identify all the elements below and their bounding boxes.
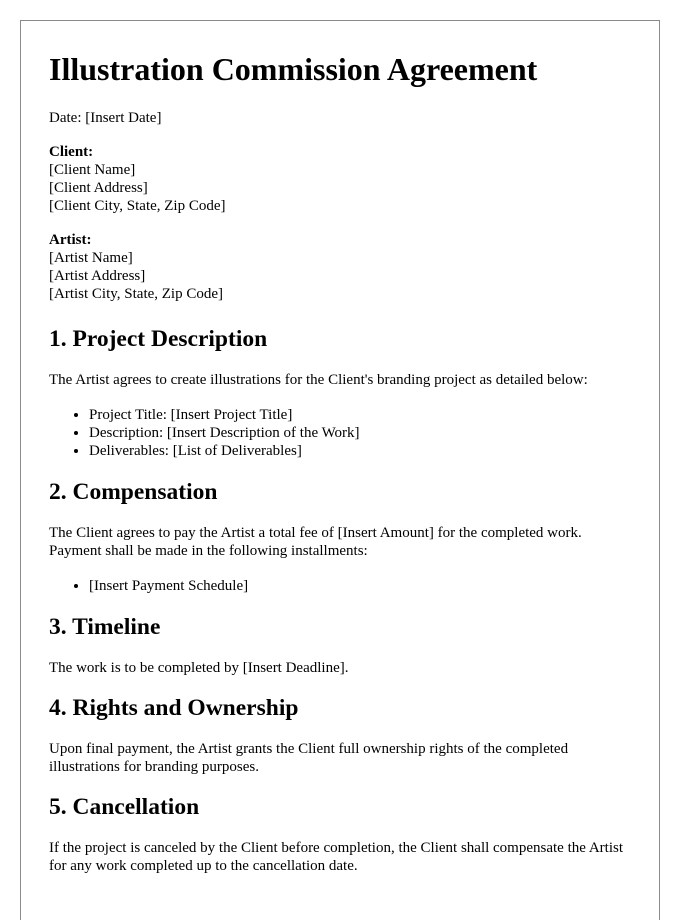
section-heading: 4. Rights and Ownership	[49, 695, 299, 721]
client-block	[49, 143, 631, 215]
artist-name: [Artist Name]	[49, 250, 133, 266]
section-heading: 3. Timeline	[49, 614, 161, 640]
client-name: [Client Name]	[49, 162, 136, 178]
client-label: Client:	[49, 144, 94, 160]
artist-label: Artist:	[49, 232, 92, 248]
section-heading: 1. Project Description	[49, 326, 268, 352]
client-address: [Client Address]	[49, 180, 148, 196]
artist-address: [Artist Address]	[49, 268, 146, 284]
section-paragraph: If the project is canceled by the Client before completion, the Client shall compensate the Artist for any work completed up to the cancellation date.	[49, 840, 623, 874]
payment-schedule-list	[49, 577, 631, 595]
client-city-state-zip: [Client City, State, Zip Code]	[49, 198, 226, 214]
project-details-list	[49, 406, 631, 460]
section-heading: 5. Cancellation	[49, 794, 200, 820]
agreement-page	[20, 20, 660, 920]
artist-city-state-zip: [Artist City, State, Zip Code]	[49, 286, 224, 302]
section-rights-ownership	[49, 694, 631, 776]
section-cancellation	[49, 793, 631, 875]
list-item: • Project Title: [Insert Project Title]	[89, 406, 631, 424]
artist-block	[49, 231, 631, 303]
section-project-description	[49, 325, 631, 460]
list-item: • Deliverables: [List of Deliverables]	[89, 442, 631, 460]
section-compensation	[49, 478, 631, 595]
section-paragraph: The work is to be completed by [Insert Deadline].	[49, 660, 349, 676]
section-heading: 2. Compensation	[49, 479, 218, 505]
section-timeline	[49, 613, 631, 677]
section-paragraph: The Client agrees to pay the Artist a total fee of [Insert Amount] for the completed work. Payment shall be made in the following installments:	[49, 525, 582, 559]
section-paragraph: The Artist agrees to create illustrations for the Client's branding project as detailed below:	[49, 372, 588, 388]
list-item: • [Insert Payment Schedule]	[89, 577, 631, 595]
date-line: Date: [Insert Date]	[49, 110, 162, 126]
list-item: • Description: [Insert Description of the Work]	[89, 424, 631, 442]
document-title: Illustration Commission Agreement	[49, 51, 538, 87]
section-paragraph: Upon final payment, the Artist grants the Client full ownership rights of the completed illustrations for branding purposes.	[49, 741, 569, 775]
